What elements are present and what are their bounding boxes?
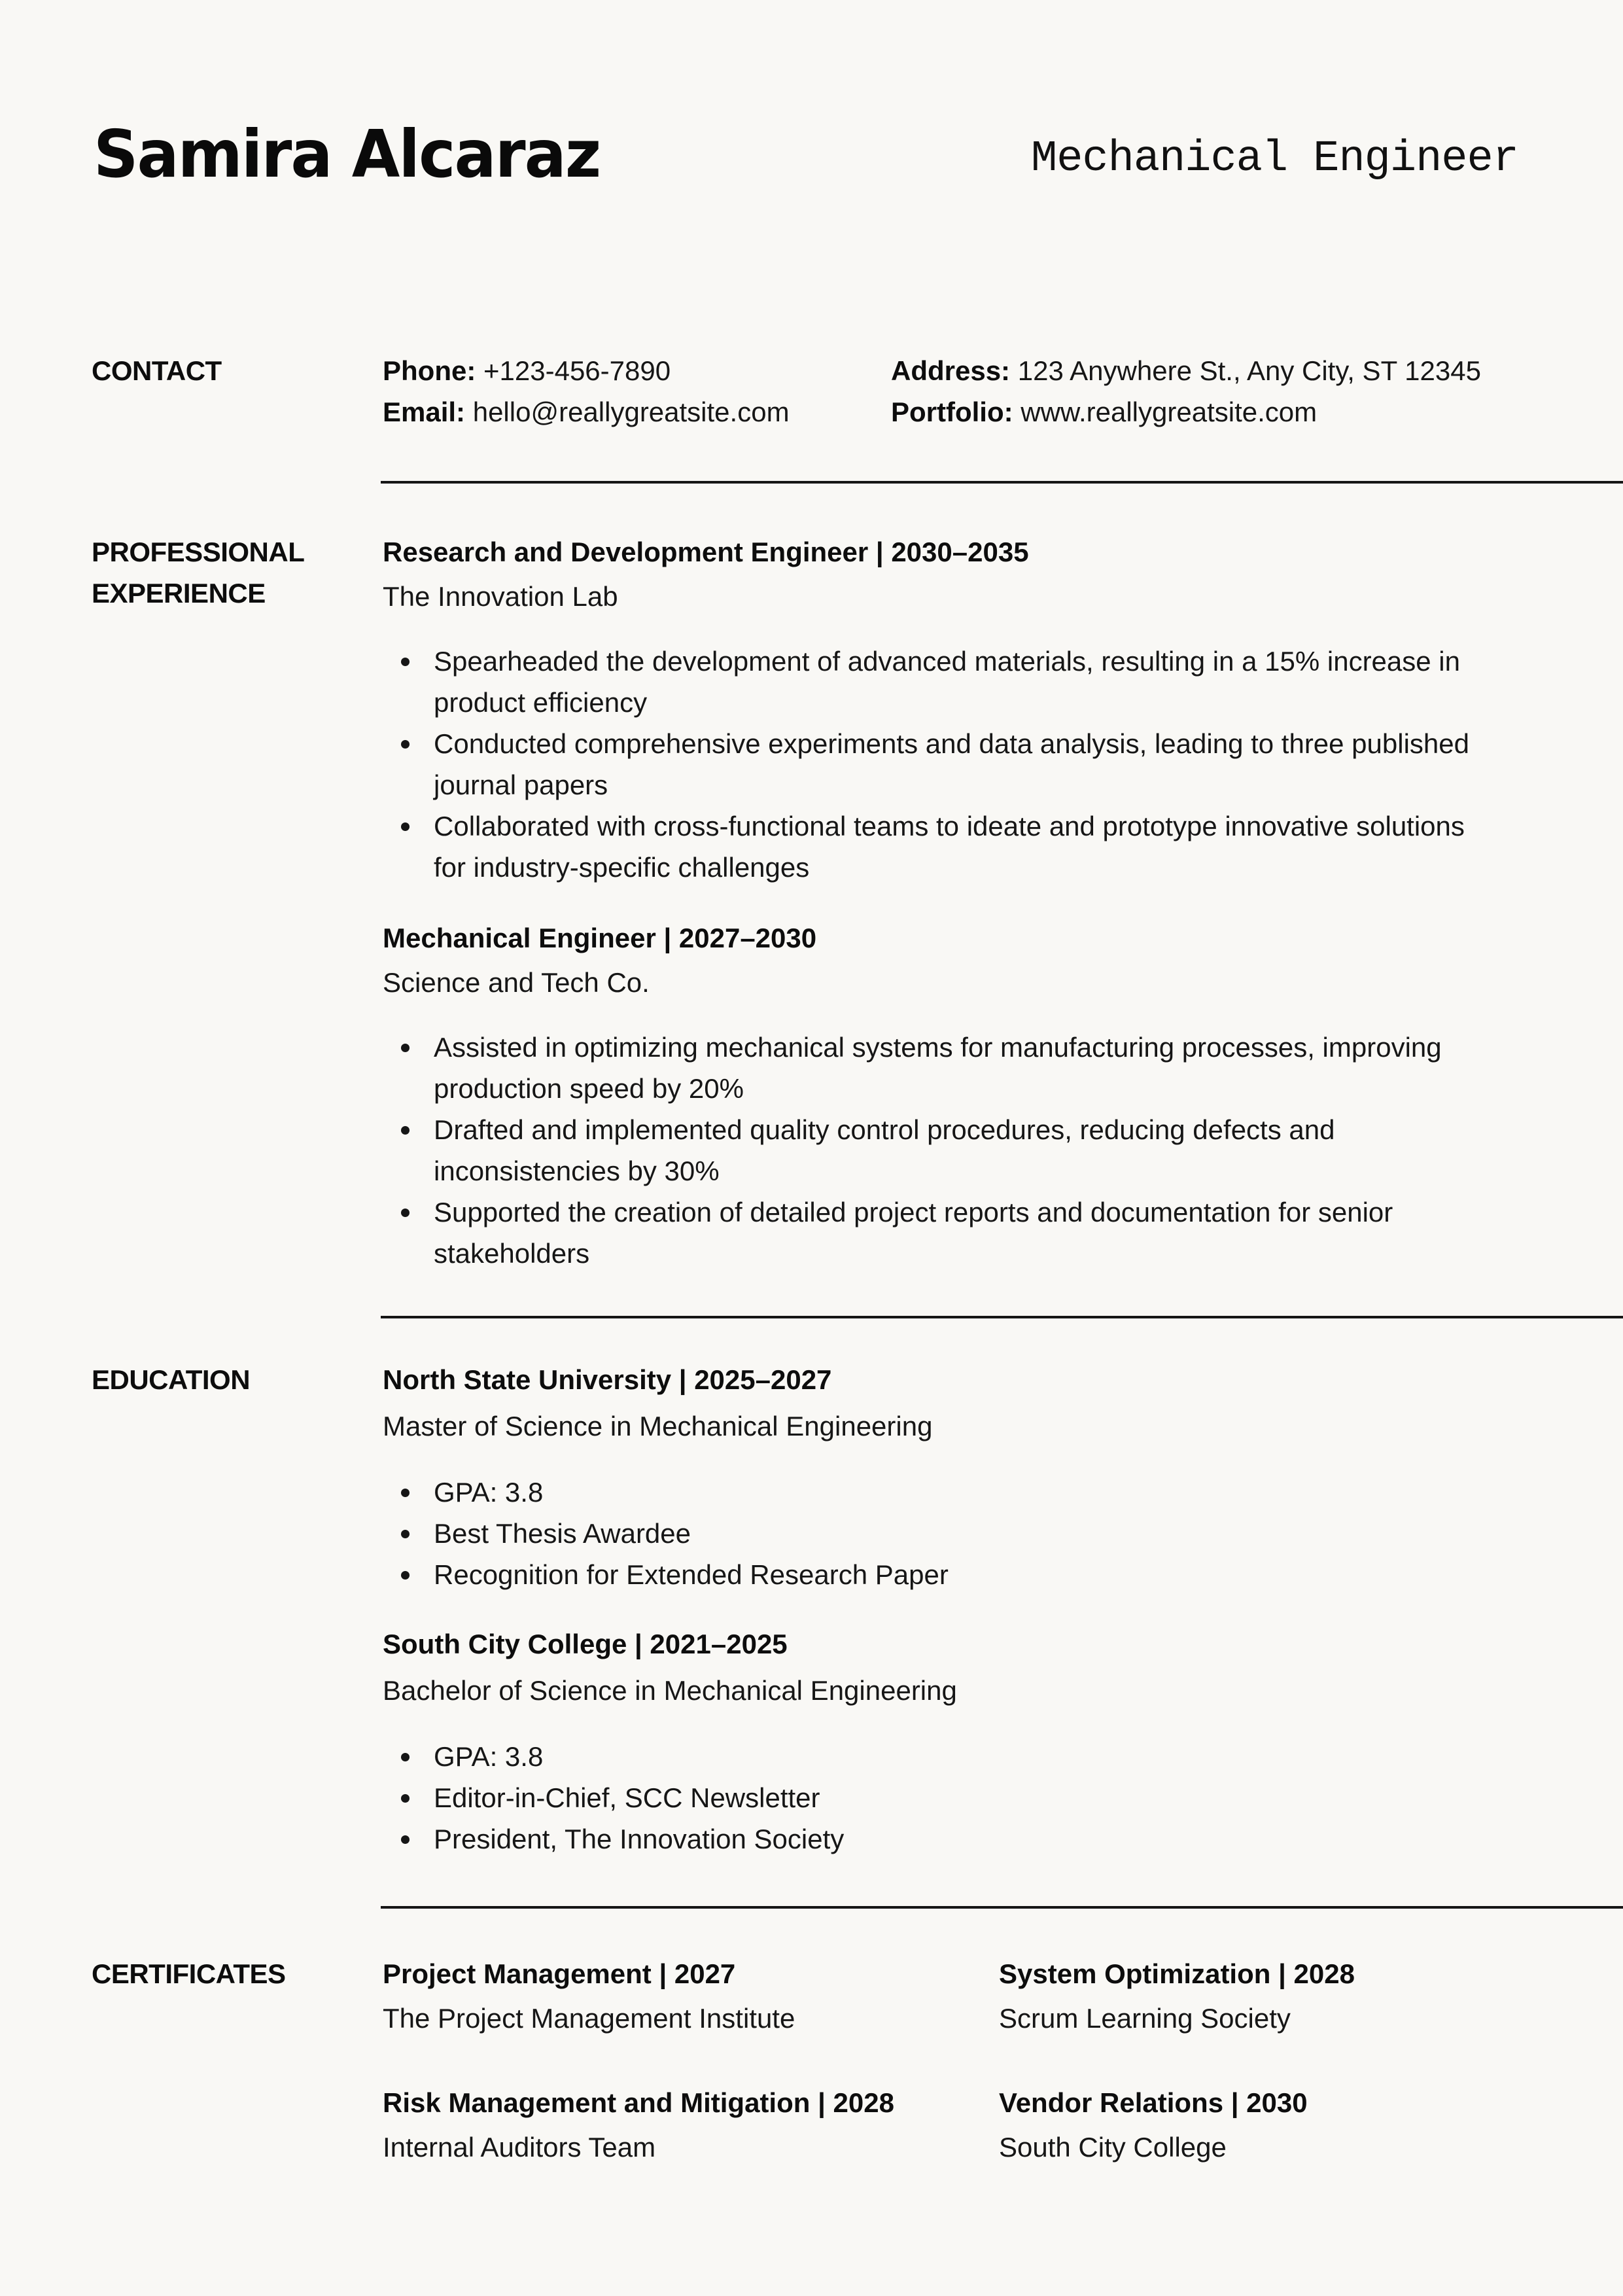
school-bullet: Editor-in-Chief, SCC Newsletter [383,1777,1495,1818]
job-bullet: Drafted and implemented quality control procedures, reducing defects and inconsistencies by 30% [383,1109,1495,1192]
education-section-label: EDUCATION [92,1364,251,1395]
job-bullet: Supported the creation of detailed project reports and documentation for senior stakeholders [383,1192,1495,1274]
certificate-entry [999,2082,1534,2168]
school-title: South City College | 2021–2025 [383,1629,788,1659]
contact-grid [383,350,1534,433]
school-bullet: GPA: 3.8 [383,1472,1495,1513]
education-content [383,1359,1534,1860]
contact-item-address [891,350,1534,391]
job-bullet: Collaborated with cross-functional teams to ideate and prototype innovative solutions for industry-specific challenges [383,805,1495,888]
contact-email-label: Email: [383,397,466,427]
experience-section-label: PROFESSIONAL EXPERIENCE [92,537,304,609]
section-divider [381,1316,1623,1318]
school-bullet-list [383,1472,1495,1595]
certificate-title: Vendor Relations | 2030 [999,2087,1308,2118]
school-bullet: GPA: 3.8 [383,1736,1495,1777]
contact-phone-label: Phone: [383,355,476,386]
school-bullet: President, The Innovation Society [383,1818,1495,1860]
school-title: North State University | 2025–2027 [383,1364,832,1395]
contact-section-label: CONTACT [92,355,222,386]
contact-address-label: Address: [891,355,1011,386]
contact-item-phone [383,350,891,391]
candidate-title: Mechanical Engineer [1031,134,1518,184]
school-degree: Master of Science in Mechanical Engineering [383,1411,933,1441]
certificate-entry [383,1953,999,2039]
school-entry [383,1359,1534,1595]
job-bullet-list [383,641,1495,888]
experience-content [383,531,1534,1274]
certificate-org: Scrum Learning Society [999,2003,1291,2034]
job-bullet: Assisted in optimizing mechanical systems for manufacturing processes, improving production speed by 20% [383,1027,1495,1109]
school-degree: Bachelor of Science in Mechanical Engineering [383,1675,957,1706]
contact-item-email [383,391,891,433]
job-entry [383,917,1534,1274]
certificate-title: Risk Management and Mitigation | 2028 [383,2087,894,2118]
certificate-entry [999,1953,1534,2039]
certificate-org: Internal Auditors Team [383,2132,656,2163]
job-bullet: Conducted comprehensive experiments and data analysis, leading to three published journal papers [383,723,1495,805]
section-education [92,1359,1534,1860]
section-contact [92,350,1534,433]
job-company: Science and Tech Co. [383,967,650,998]
contact-portfolio-label: Portfolio: [891,397,1013,427]
certificates-section-label: CERTIFICATES [92,1958,286,1989]
contact-address-value: 123 Anywhere St., Any City, ST 12345 [1010,355,1481,386]
job-title: Mechanical Engineer | 2027–2030 [383,923,817,953]
job-title: Research and Development Engineer | 2030–2035 [383,537,1029,567]
certificate-title: System Optimization | 2028 [999,1958,1355,1989]
certificate-entry [383,2082,999,2168]
job-bullet: Spearheaded the development of advanced materials, resulting in a 15% increase in product efficiency [383,641,1495,723]
candidate-name: Samira Alcaraz [94,116,601,192]
contact-item-portfolio [891,391,1534,433]
school-bullet: Best Thesis Awardee [383,1513,1495,1554]
school-bullet: Recognition for Extended Research Paper [383,1554,1495,1595]
certificate-org: The Project Management Institute [383,2003,795,2034]
certificate-org: South City College [999,2132,1227,2163]
section-divider [381,1906,1623,1909]
section-experience [92,531,1534,1274]
job-bullet-list [383,1027,1495,1274]
contact-email-value: hello@reallygreatsite.com [465,397,790,427]
job-company: The Innovation Lab [383,581,618,612]
contact-phone-value: +123-456-7890 [476,355,671,386]
contact-portfolio-value: www.reallygreatsite.com [1013,397,1318,427]
section-divider [381,481,1623,484]
section-certificates [92,1953,1534,2168]
job-entry [383,531,1534,888]
certificates-grid [383,1953,1534,2168]
school-entry [383,1623,1534,1860]
certificate-title: Project Management | 2027 [383,1958,736,1989]
school-bullet-list [383,1736,1495,1860]
